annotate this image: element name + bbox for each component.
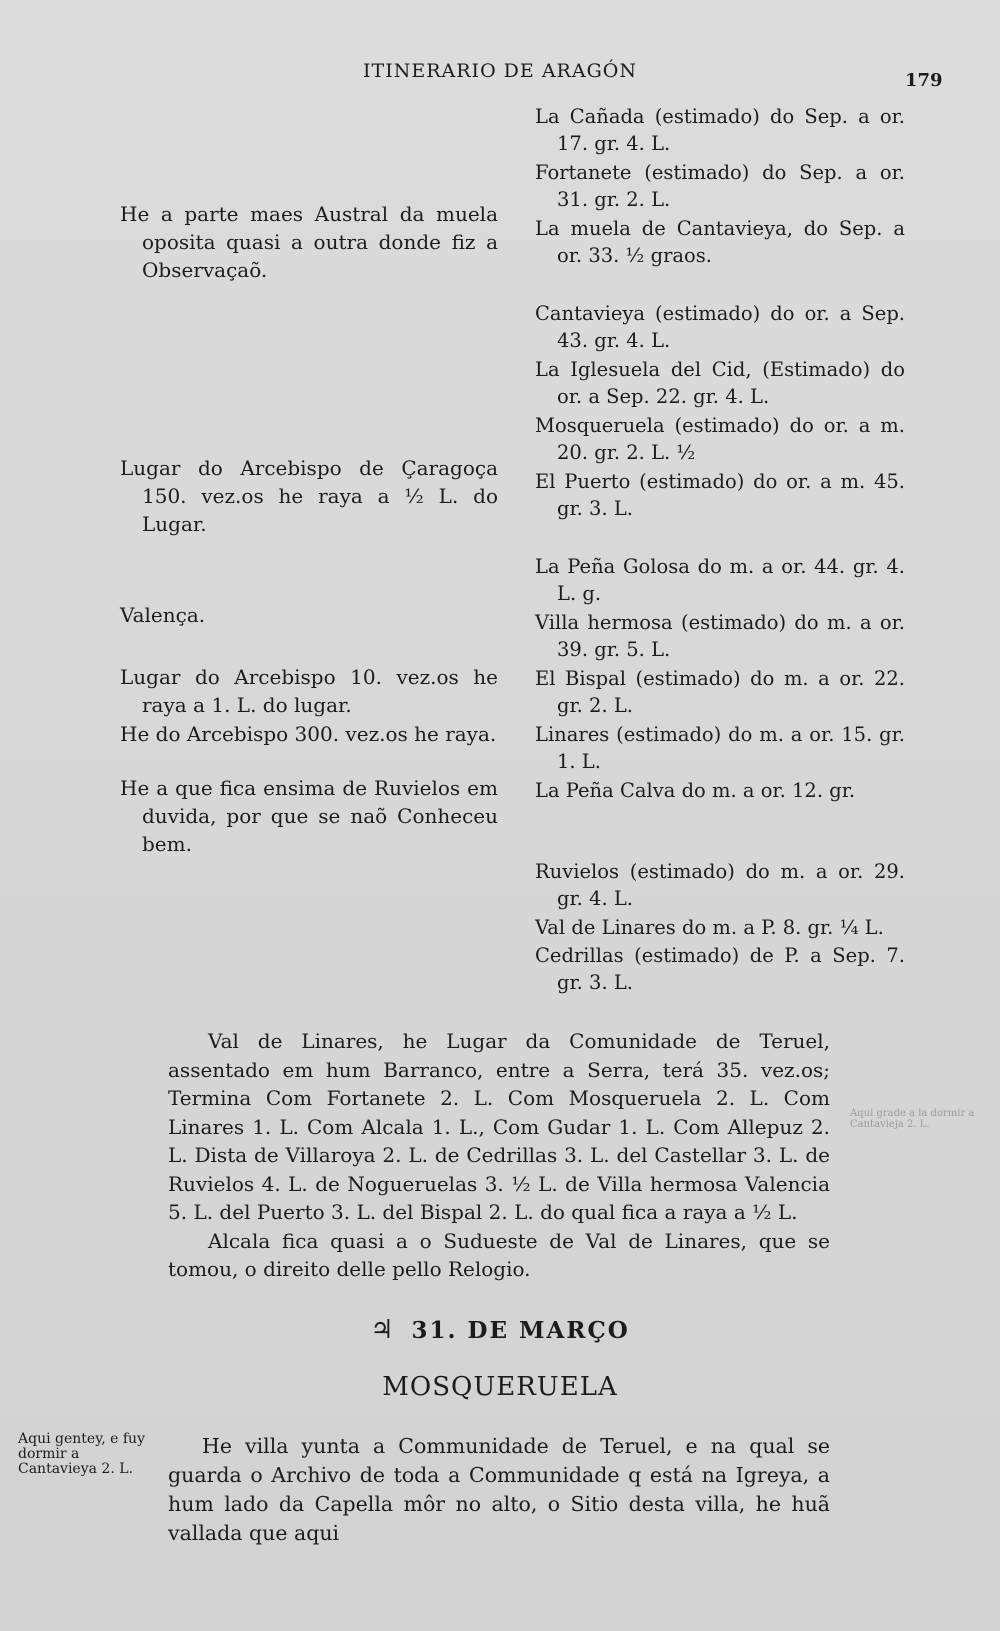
- faint-margin-bleed: Aqui grade a la dormir a Cantavieja 2. L.: [850, 1108, 975, 1130]
- body-paragraph-2: Alcala fica quasi a o Sudueste de Val de Linares, que se tomou, o direito delle pello Relogio.: [168, 1228, 830, 1281]
- bearing-entry: El Puerto (estimado) do or. a m. 45. gr. 3. L.: [535, 470, 905, 520]
- bearing-entry: La Peña Golosa do m. a or. 44. gr. 4. L. g.: [535, 555, 905, 605]
- left-note-1: He a parte maes Austral da muela oposita quasi a outra donde fiz a Observaçaõ.: [120, 202, 498, 282]
- body-paragraph-1: Val de Linares, he Lugar da Comunidade de Teruel, assentado em hum Barranco, entre a Serra, terá 35. vez.os; Termina Com Fortanete 2. L. Com Mosqueruela 2. L. Com Linares 1. L. Com Alcala 1. L., Com Gudar 1. L. Com Allepuz 2. L. Dista de Villaroya 2. L. de Cedrillas 3. L. del Castellar 3. L. de Ruvielos 4. L. de Nogueruelas 3. ½ L. de Villa hermosa Valencia 5. L. del Puerto 3. L. del Bispal 2. L. do qual fica a raya a ½ L.: [168, 1029, 830, 1224]
- margin-note: Aqui gentey, e fuy dormir a Cantavieya 2. L.: [18, 1431, 145, 1477]
- bearing-entry: Val de Linares do m. a P. 8. gr. ¼ L.: [535, 916, 884, 939]
- left-note-4: Lugar do Arcebispo 10. vez.os he raya a 1. L. do lugar.: [120, 665, 498, 717]
- left-note-6: He a que fica ensima de Ruvielos em duvida, por que se naõ Conheceu bem.: [120, 776, 498, 856]
- bearing-entry: La Cañada (estimado) do Sep. a or. 17. gr. 4. L.: [535, 105, 905, 155]
- bearing-entry: Mosqueruela (estimado) do or. a m. 20. gr. 2. L. ½: [535, 414, 905, 464]
- jupiter-symbol-icon: ♃: [370, 1315, 396, 1345]
- page-number: 179: [905, 70, 943, 91]
- date-heading: [0, 1315, 1000, 1345]
- bearing-entry: Ruvielos (estimado) do m. a or. 29. gr. 4. L.: [535, 860, 905, 910]
- bearing-entry: La muela de Cantavieya, do Sep. a or. 33. ½ graos.: [535, 217, 905, 267]
- bearing-entry: Linares (estimado) do m. a or. 15. gr. 1. L.: [535, 723, 905, 773]
- bearing-entry: La Peña Calva do m. a or. 12. gr.: [535, 779, 856, 802]
- running-header: ITINERARIO DE ARAGÓN: [363, 60, 637, 82]
- bearing-entry: Villa hermosa (estimado) do m. a or. 39. gr. 5. L.: [535, 611, 905, 661]
- place-heading: MOSQUERUELA: [382, 1372, 618, 1402]
- left-note-5: He do Arcebispo 300. vez.os he raya.: [120, 722, 497, 746]
- left-note-3: Valença.: [120, 603, 206, 627]
- left-note-2: Lugar do Arcebispo de Çaragoça 150. vez.os he raya a ½ L. do Lugar.: [120, 456, 498, 536]
- date-heading-text: 31. DE MARÇO: [411, 1317, 630, 1344]
- bearing-entry: Fortanete (estimado) do Sep. a or. 31. gr. 2. L.: [535, 161, 905, 211]
- body-paragraphs: [168, 1027, 830, 1284]
- final-paragraph: He villa yunta a Communidade de Teruel, e na qual se guarda o Archivo de toda a Communidade q está na Igreya, a hum lado da Capella môr no alto, o Sitio desta villa, he huã vallada que aqui: [168, 1434, 830, 1545]
- bearing-entry: Cedrillas (estimado) de P. a Sep. 7. gr. 3. L.: [535, 944, 905, 994]
- bearing-entry: El Bispal (estimado) do m. a or. 22. gr. 2. L.: [535, 667, 905, 717]
- bearing-entry: Cantavieya (estimado) do or. a Sep. 43. gr. 4. L.: [535, 302, 905, 352]
- bearing-entry: La Iglesuela del Cid, (Estimado) do or. a Sep. 22. gr. 4. L.: [535, 358, 905, 408]
